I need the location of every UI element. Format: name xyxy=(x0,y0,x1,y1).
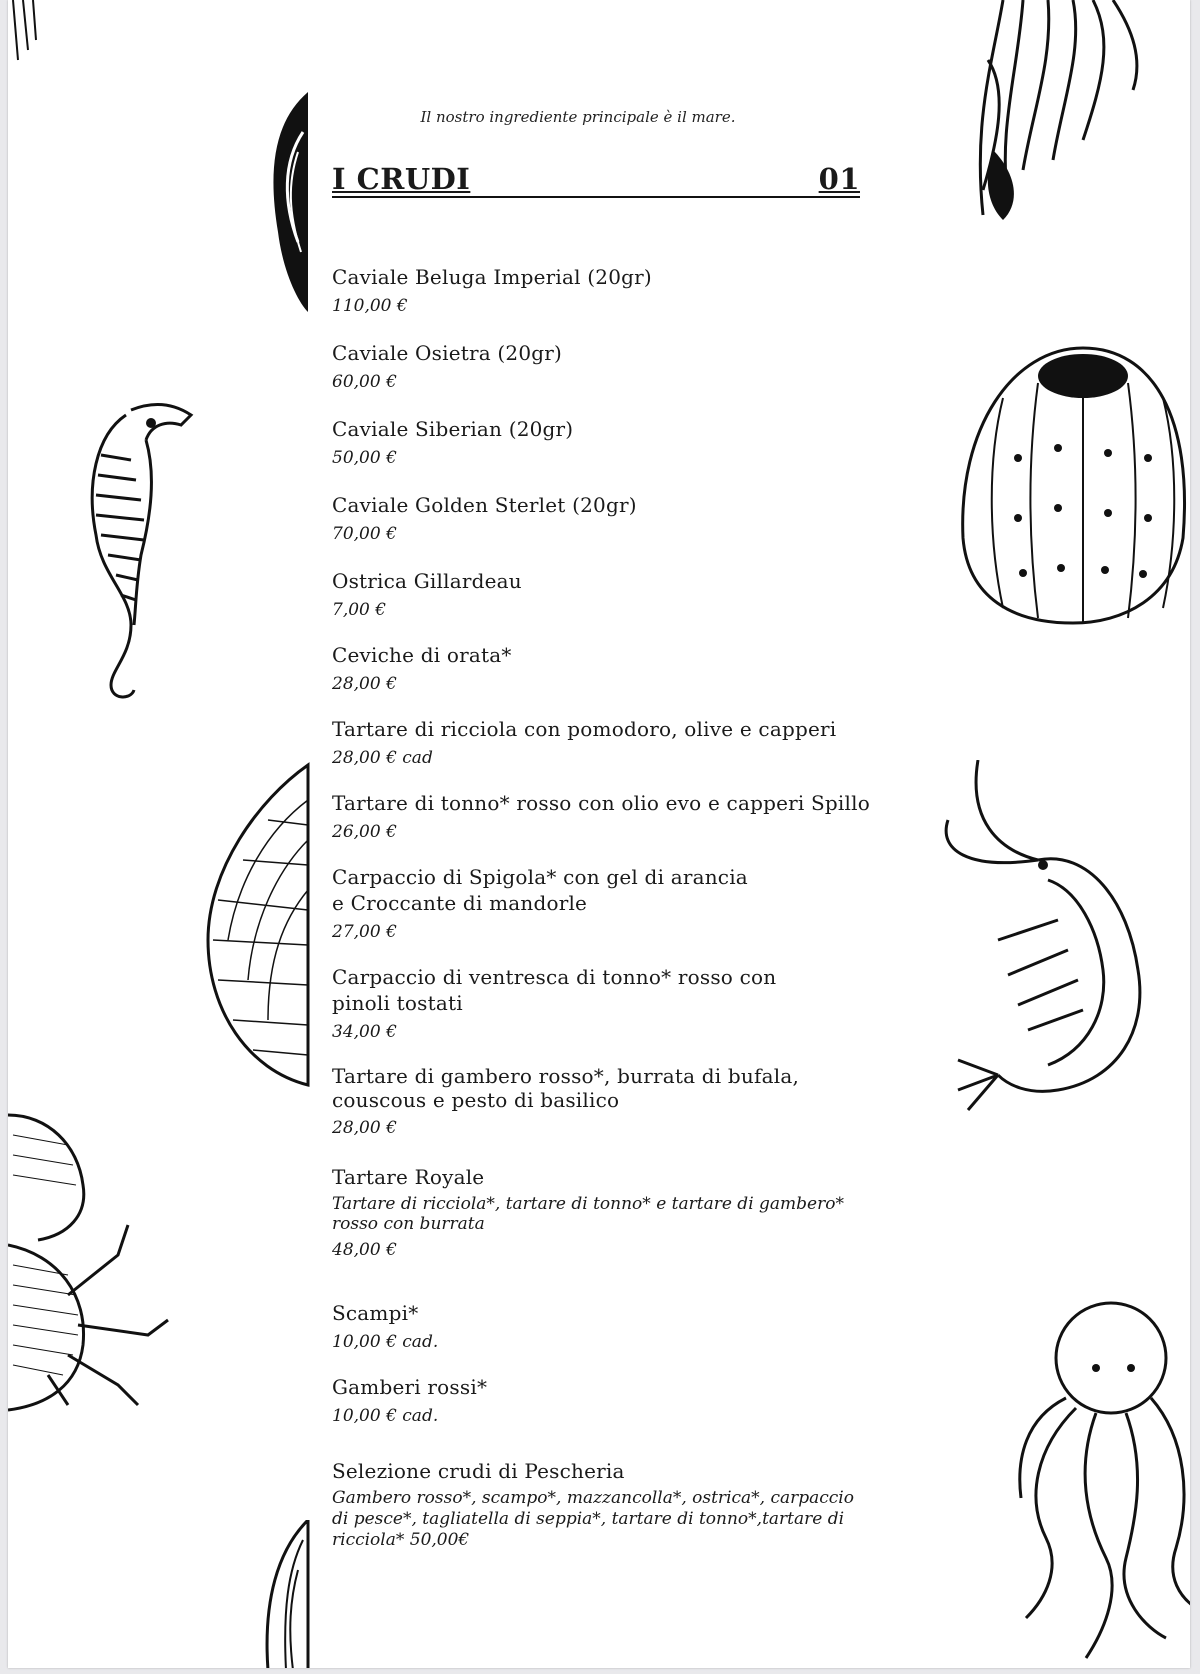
item-name: Tartare Royale xyxy=(332,1165,485,1189)
item-name: Scampi* xyxy=(332,1301,419,1325)
item-name: Caviale Golden Sterlet (20gr) xyxy=(332,493,637,517)
menu-item xyxy=(332,264,872,340)
item-price: 70,00 € xyxy=(332,524,397,544)
item-price: 50,00 € xyxy=(332,448,397,468)
item-price: 48,00 € xyxy=(332,1240,397,1260)
item-price: 10,00 € cad. xyxy=(332,1332,439,1352)
item-price: 10,00 € cad. xyxy=(332,1406,439,1426)
menu-item xyxy=(332,1374,872,1458)
menu-item xyxy=(332,864,872,964)
menu-item xyxy=(332,1164,872,1300)
item-name: Caviale Osietra (20gr) xyxy=(332,341,563,365)
item-name: Tartare di tonno* rosso con olio evo e capperi Spillo xyxy=(332,791,870,815)
item-price: 110,00 € xyxy=(332,296,408,316)
menu-item xyxy=(332,568,872,642)
menu-item xyxy=(332,1300,872,1374)
item-price: 60,00 € xyxy=(332,372,397,392)
menu-item xyxy=(332,716,872,790)
menu-item xyxy=(332,790,872,864)
item-name: Ceviche di orata* xyxy=(332,643,512,667)
menu-item xyxy=(332,642,872,716)
seaweed-top-right-icon xyxy=(963,0,1190,225)
item-name: Caviale Beluga Imperial (20gr) xyxy=(332,265,652,289)
seahorse-icon xyxy=(56,395,206,705)
item-name: Ostrica Gillardeau xyxy=(332,569,522,593)
corner-sketch-top-left-icon xyxy=(8,0,43,65)
section-title: I CRUDI xyxy=(332,162,471,196)
menu-item xyxy=(332,492,872,568)
item-price: 27,00 € xyxy=(332,922,397,942)
shrimp-icon xyxy=(938,760,1178,1130)
item-description: Tartare di ricciola*, tartare di tonno* e tartare di gambero* rosso con burrata xyxy=(332,1194,844,1234)
seaweed-left-fragment-icon xyxy=(263,92,313,317)
menu-items xyxy=(332,264,872,1551)
item-price: 28,00 € cad xyxy=(332,748,433,768)
item-price: 26,00 € xyxy=(332,822,397,842)
sea-urchin-icon xyxy=(943,338,1190,628)
menu-item xyxy=(332,340,872,416)
sea-fan-icon xyxy=(198,760,313,1090)
item-price: 7,00 € xyxy=(332,600,387,620)
menu-item xyxy=(332,416,872,492)
tagline: Il nostro ingrediente principale è il mare. xyxy=(420,108,736,126)
section-number: 01 xyxy=(818,162,860,196)
menu-item xyxy=(332,964,872,1064)
crab-icon xyxy=(8,1105,173,1415)
item-name: Tartare di gambero rosso*, burrata di bufala, couscous e pesto di basilico xyxy=(332,1064,800,1112)
menu-item xyxy=(332,1458,872,1551)
item-name: Carpaccio di Spigola* con gel di arancia e Croccante di mandorle xyxy=(332,865,748,915)
fish-tail-bottom-icon xyxy=(258,1520,313,1668)
item-name: Selezione crudi di Pescheria xyxy=(332,1459,625,1483)
item-description: Gambero rosso*, scampo*, mazzancolla*, ostrica*, carpaccio di pesce*, tagliatella di seppia*, tartare di tonno*,tartare di ricciola* 50,00€ xyxy=(332,1488,854,1550)
item-price: 28,00 € xyxy=(332,674,397,694)
item-name: Caviale Siberian (20gr) xyxy=(332,417,574,441)
item-price: 34,00 € xyxy=(332,1022,397,1042)
menu-item xyxy=(332,1064,872,1164)
item-name: Gamberi rossi* xyxy=(332,1375,488,1399)
section-header xyxy=(332,162,860,198)
item-price: 28,00 € xyxy=(332,1118,397,1138)
octopus-icon xyxy=(1016,1298,1190,1668)
item-name: Carpaccio di ventresca di tonno* rosso con pinoli tostati xyxy=(332,965,777,1015)
menu-page xyxy=(8,0,1190,1668)
item-name: Tartare di ricciola con pomodoro, olive e capperi xyxy=(332,717,837,741)
